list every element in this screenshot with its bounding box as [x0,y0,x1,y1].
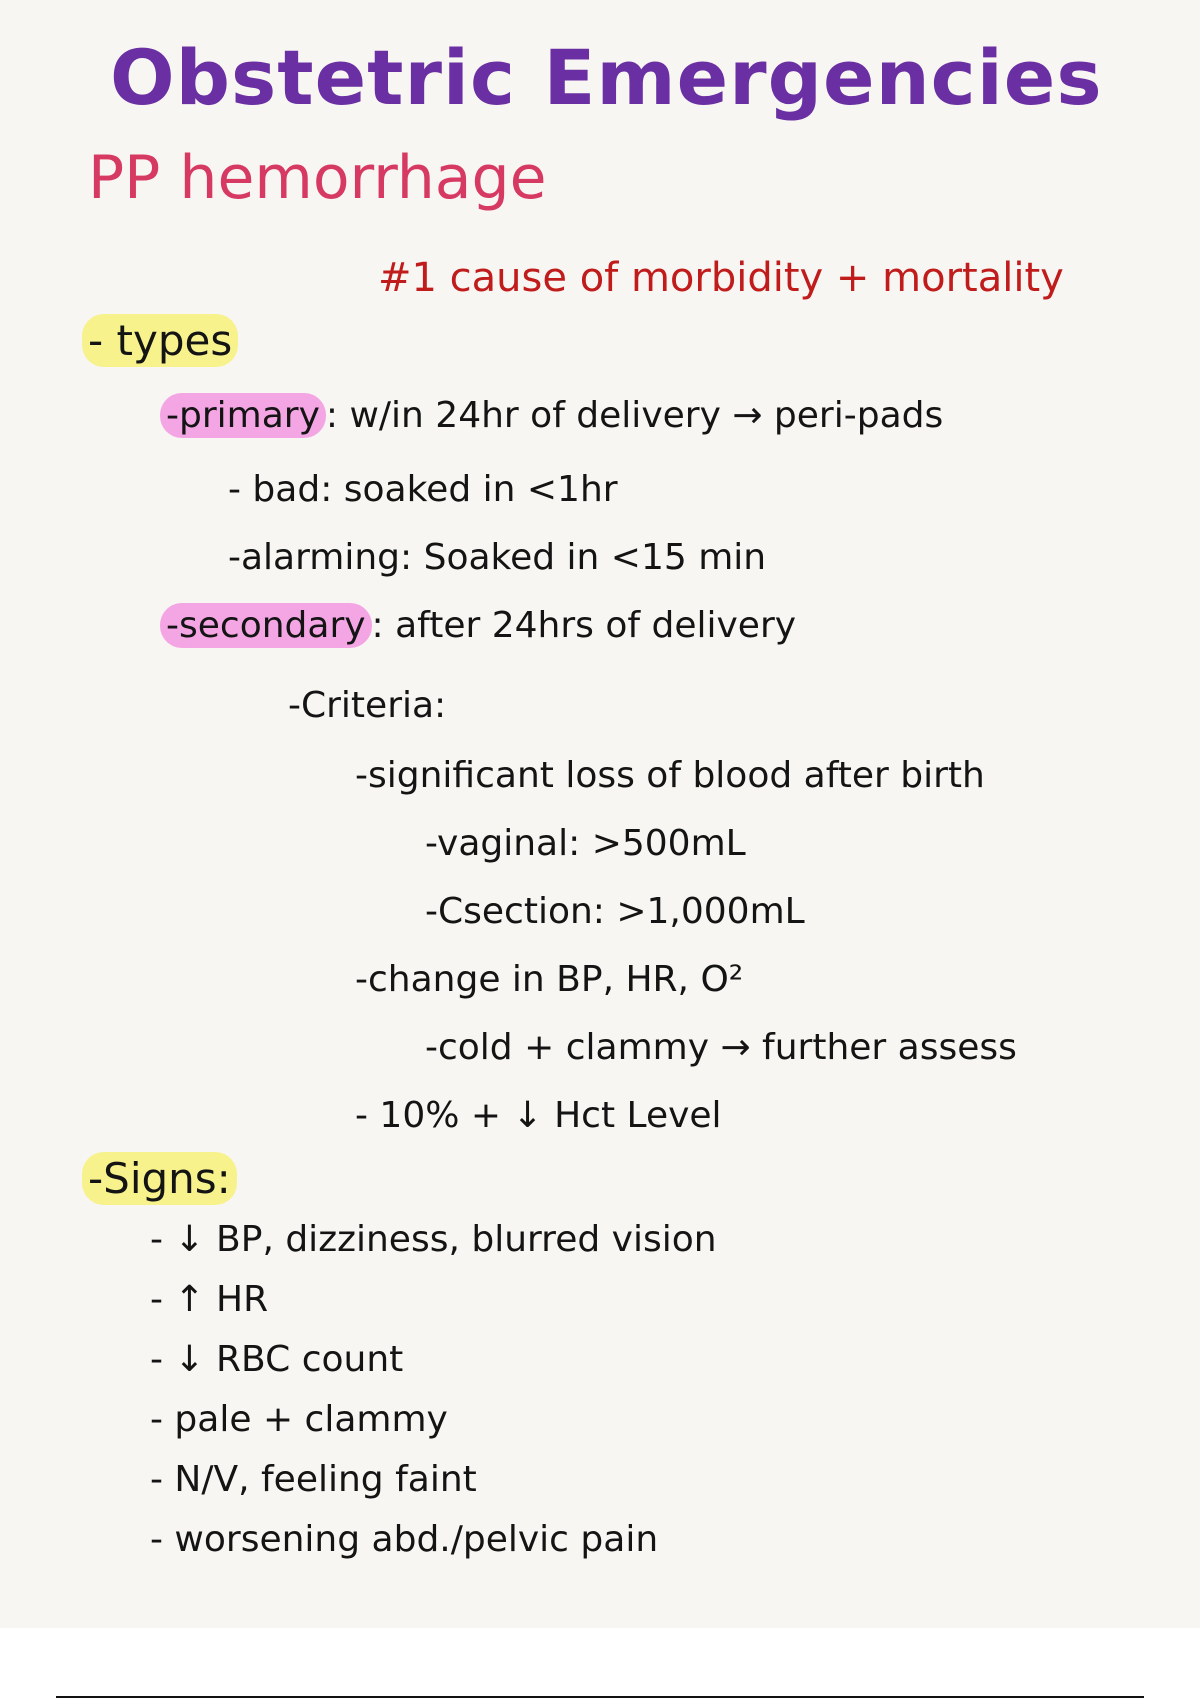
change-row: -change in BP, HR, O² [355,959,744,1000]
secondary-text: : after 24hrs of delivery [371,605,797,646]
sign-item: - ↓ BP, dizziness, blurred vision [150,1219,717,1260]
csection-row: -Csection: >1,000mL [425,891,805,932]
vaginal-row: -vaginal: >500mL [425,823,746,864]
bad-row: - bad: soaked in <1hr [228,469,618,510]
sign-item: - N/V, feeling faint [150,1459,477,1500]
section-title: PP hemorrhage [88,143,547,213]
criteria-row: -Criteria: [288,685,447,726]
alarming-row: -alarming: Soaked in <15 min [228,537,767,578]
cause-note: #1 cause of morbidity + mortality [378,255,1064,301]
signs-heading [82,1154,237,1203]
cold-row: -cold + clammy → further assess [425,1027,1017,1068]
page-title: Obstetric Emergencies [110,33,1103,122]
primary-label: -primary [160,393,326,438]
primary-text: : w/in 24hr of delivery → peri-pads [325,395,944,436]
bottom-divider [56,1696,1144,1698]
sign-item: - worsening abd./pelvic pain [150,1519,659,1560]
sign-item: - pale + clammy [150,1399,448,1440]
types-heading [82,316,238,365]
sign-item: - ↑ HR [150,1279,269,1320]
types-heading-label: - types [82,314,238,367]
sign-item: - ↓ RBC count [150,1339,404,1380]
hct-row: - 10% + ↓ Hct Level [355,1095,722,1136]
primary-row [160,395,944,436]
signs-heading-label: -Signs: [82,1152,237,1205]
significant-row: -significant loss of blood after birth [355,755,985,796]
secondary-label: -secondary [160,603,372,648]
secondary-row [160,605,797,646]
